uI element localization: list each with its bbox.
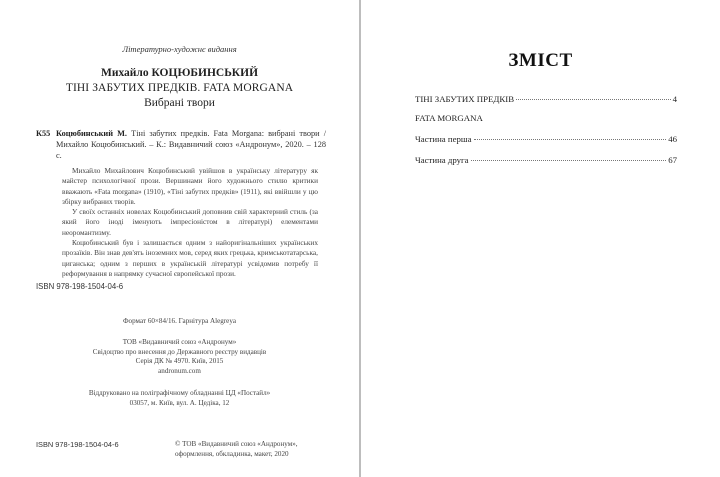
- isbn-bottom: ISBN 978-198-1504-04-6: [36, 440, 119, 449]
- imprint-page: [0, 0, 359, 477]
- author-name: Михайло КОЦЮБИНСЬКИЙ: [100, 67, 259, 79]
- contents-heading: ЗМІСТ: [508, 50, 573, 71]
- publisher-website: andronum.com: [158, 366, 201, 375]
- toc-item-page: 46: [668, 134, 677, 144]
- publisher-line: Серія ДК № 4970. Київ, 2015: [135, 357, 224, 366]
- catalog-author: Коцюбинський М.: [56, 129, 128, 138]
- abstract: [62, 166, 318, 279]
- catalog-entry: [36, 128, 326, 161]
- printer-line: Віддруковано на поліграфічному обладнанні ЦД «Постайл»: [88, 389, 271, 397]
- toc-item-label: Частина перша: [415, 134, 472, 144]
- abstract-paragraph: Михайло Михайлович Коцюбинський увійшов в українську літературу як майстер психологічної прози. Вершинами його художнього стилю критики вважають «Fata morgana» (1910), «Тіні забутих предків» (1911), які ввійшли у цю збірку вибраних творів.: [62, 166, 318, 206]
- copyright-line: © ТОВ «Видавничий союз «Андронум»,: [175, 440, 298, 448]
- contents-page: [361, 0, 720, 477]
- abstract-paragraph: У своїх останніх новелах Коцюбинський доповнив свій характерний стиль (за який його іноді іменують імпресіоністом в літературі) елементами неоромантизму.: [62, 207, 318, 237]
- toc-item-page: 67: [668, 155, 677, 165]
- catalog-text: Тіні забутих предків. Fata Morgana: вибрані твори / Михайло Коцюбинський. – К.: Видавничий союз «Андронум», 2020. – 128 с.: [56, 129, 326, 160]
- toc-item-page: 4: [672, 94, 677, 104]
- copyright: [175, 440, 325, 460]
- toc-item[interactable]: [415, 134, 677, 146]
- toc-leader-dots: [474, 139, 667, 140]
- isbn: ISBN 978-198-1504-04-6: [36, 282, 124, 291]
- abstract-paragraph: Коцюбинський був і залишається одним з найоригінальніших українських прозаїків. Він знав дев'ять іноземних мов, серед яких грецька, кримськотатарська, циганська; одним з перших в українській літературі усвідомив потребу її реформування в напрямку сучасної європейської прози.: [62, 238, 318, 278]
- copyright-line: оформлення, обкладинка, макет, 2020: [175, 449, 289, 458]
- printer-line: 03057, м. Київ, вул. А. Цедіка, 12: [129, 398, 230, 407]
- book-title: ТІНІ ЗАБУТИХ ПРЕДКІВ. FATA MORGANA: [65, 82, 294, 94]
- catalog-code: К55: [36, 129, 51, 138]
- toc-item-label: ТІНІ ЗАБУТИХ ПРЕДКІВ: [415, 94, 515, 104]
- publisher-line: Свідоцтво про внесення до Державного реєстру видавців: [92, 347, 267, 356]
- toc-leader-dots: [471, 160, 667, 161]
- toc-item[interactable]: [415, 94, 677, 106]
- toc-item[interactable]: [415, 155, 677, 167]
- toc-leader-dots: [516, 99, 671, 100]
- book-subtitle: Вибрані твори: [144, 97, 215, 109]
- toc-item-label: Частина друга: [415, 155, 469, 165]
- toc-item-label: FATA MORGANA: [415, 113, 483, 123]
- publisher-info: [0, 338, 359, 376]
- toc-item[interactable]: [415, 113, 677, 125]
- printer-info: [0, 389, 359, 408]
- publisher-line: ТОВ «Видавничий союз «Андронум»: [122, 338, 237, 346]
- format-info: Формат 60×84/16. Гарнітура Alegreya: [122, 317, 237, 325]
- genre-label: Літературно-художнє видання: [122, 44, 237, 54]
